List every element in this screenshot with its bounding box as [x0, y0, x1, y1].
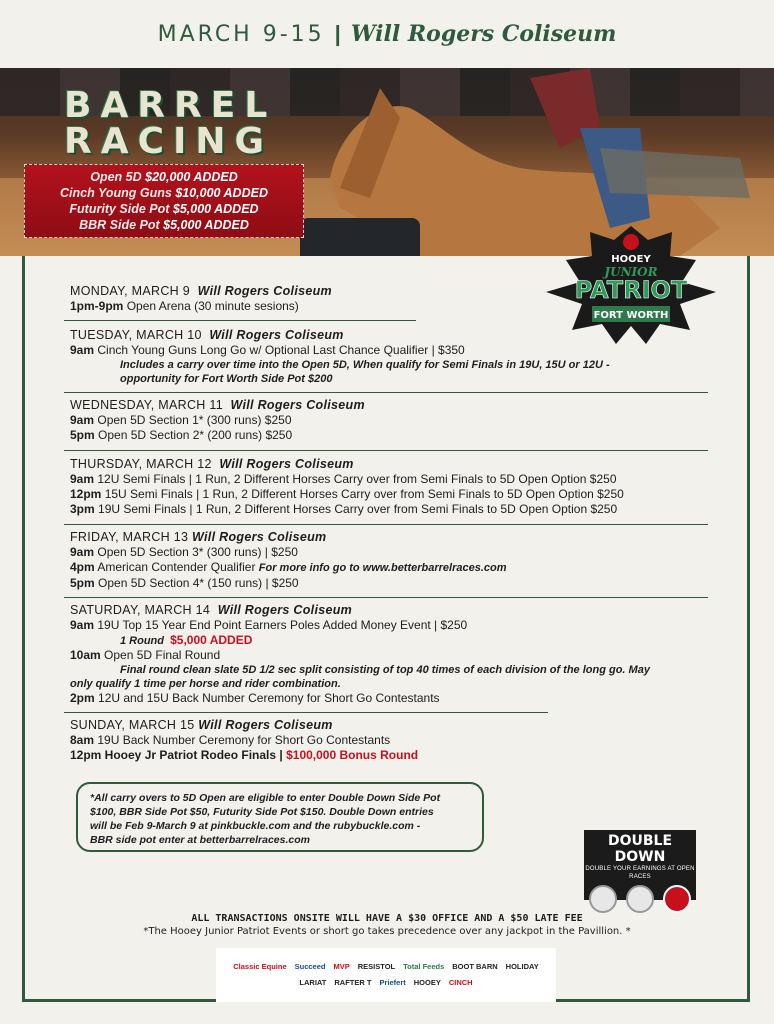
partner-logos — [584, 885, 696, 913]
footnote-line: will be Feb 9-March 9 at pinkbuckle.com and the rubybuckle.com - — [90, 820, 421, 832]
barrel-racing-title — [64, 85, 277, 162]
event-time: 9am — [70, 343, 95, 357]
divider — [64, 524, 708, 525]
sponsor-logo: HOOEY — [413, 978, 441, 987]
carry-over-footnote — [76, 782, 484, 852]
logo-line-3: FORT WORTH — [593, 310, 669, 321]
day-label: TUESDAY, MARCH 10 — [70, 328, 202, 342]
schedule-event — [70, 648, 650, 663]
sponsor-logo: LARIAT — [299, 978, 327, 987]
barrel — [300, 218, 420, 256]
day-venue: Will Rogers Coliseum — [209, 328, 344, 342]
event-dates: MARCH 9-15 — [157, 21, 325, 47]
transaction-fee-line: ALL TRANSACTIONS ONSITE WILL HAVE A $30 OFFICE AND A $50 LATE FEE — [191, 913, 583, 924]
footnote-line: *All carry overs to 5D Open are eligible to enter Double Down Side Pot — [90, 792, 441, 804]
day-heading — [70, 603, 650, 618]
day-thursday — [70, 457, 624, 517]
day-heading — [70, 284, 332, 299]
double-down-title: DOUBLE DOWN — [607, 833, 673, 865]
prize-row — [31, 201, 297, 217]
footnote-line: BBR side pot enter at betterbarrelraces.com — [90, 834, 310, 846]
event-text: 19U Top 15 Year End Point Earners Poles Added Money Event | $250 — [97, 618, 468, 632]
schedule-event — [70, 560, 507, 576]
divider — [64, 597, 708, 598]
prize-amount: $5,000 ADDED — [163, 218, 249, 232]
day-venue: Will Rogers Coliseum — [198, 718, 333, 732]
sponsor-logo: RAFTER T — [334, 978, 372, 987]
title-line-2: RACING — [64, 121, 274, 162]
event-text: Open 5D Section 1* (300 runs) $250 — [97, 413, 292, 427]
day-sunday — [70, 718, 418, 763]
title-line-1: BARREL — [64, 85, 277, 126]
sponsor-logo: MVP — [333, 962, 350, 971]
event-time: 9am — [70, 545, 95, 559]
bonus-round-highlight: $100,000 Bonus Round — [286, 748, 419, 762]
schedule-event — [70, 413, 365, 428]
event-time: 10am — [70, 648, 101, 662]
day-heading — [70, 457, 624, 472]
schedule-event — [70, 545, 507, 560]
event-text: 15U Semi Finals | 1 Run, 2 Different Horses Carry over from Semi Finals to 5D Open Option $250 — [104, 487, 624, 501]
event-note — [70, 633, 650, 648]
event-time: 4pm — [70, 560, 95, 574]
prize-row — [31, 217, 297, 233]
double-down-subtitle: DOUBLE YOUR EARNINGS AT OPEN RACES — [585, 866, 695, 880]
day-label: SUNDAY, MARCH 15 — [70, 718, 195, 732]
header-bar — [0, 0, 774, 68]
event-text: Open 5D Final Round — [104, 648, 221, 662]
hooey-junior-patriot-logo — [546, 226, 716, 344]
event-text: Cinch Young Guns Long Go w/ Optional Last Chance Qualifier | $350 — [97, 343, 465, 357]
logo-brand: HOOEY — [611, 254, 651, 265]
sponsor-logo: Priefert — [379, 978, 406, 987]
sponsor-strip — [216, 948, 556, 1002]
schedule-event — [70, 299, 332, 314]
divider — [64, 712, 548, 713]
day-label: SATURDAY, MARCH 14 — [70, 603, 211, 617]
event-time: 3pm — [70, 502, 95, 516]
day-label: MONDAY, MARCH 9 — [70, 284, 191, 298]
divider — [64, 392, 708, 393]
prize-label: Open 5D — [90, 170, 142, 184]
schedule-event — [70, 618, 650, 633]
day-heading — [70, 398, 365, 413]
event-text: American Contender Qualifier — [97, 560, 256, 574]
event-time: 9am — [70, 472, 95, 486]
prize-row — [31, 169, 297, 185]
sponsor-logo: BOOT BARN — [452, 962, 498, 971]
day-label: THURSDAY, MARCH 12 — [70, 457, 212, 471]
day-venue: Will Rogers Coliseum — [192, 530, 327, 544]
event-text: 19U Back Number Ceremony for Short Go Contestants — [97, 733, 391, 747]
event-sub-label: 1 Round — [120, 635, 164, 647]
prize-label: BBR Side Pot — [79, 218, 160, 232]
event-text: 12U and 15U Back Number Ceremony for Short Go Contestants — [98, 691, 440, 705]
event-text: Open 5D Section 3* (300 runs) | $250 — [97, 545, 298, 559]
prize-box — [24, 164, 304, 238]
sponsor-logo: CINCH — [448, 978, 473, 987]
double-down-badge — [584, 830, 696, 900]
schedule-event — [70, 472, 624, 487]
event-text: Open 5D Section 4* (150 runs) | $250 — [98, 576, 299, 590]
day-monday — [70, 284, 332, 314]
event-text: 12pm Hooey Jr Patriot Rodeo Finals | — [70, 748, 283, 762]
footnote-line: $100, BBR Side Pot $50, Futurity Side Pot $150. Double Down entries — [90, 806, 434, 818]
day-heading — [70, 718, 418, 733]
day-label: WEDNESDAY, MARCH 11 — [70, 398, 223, 412]
event-text: 12U Semi Finals | 1 Run, 2 Different Horses Carry over from Semi Finals to 5D Open Option $250 — [97, 472, 617, 486]
young-guns-logo — [663, 885, 691, 913]
schedule-event — [70, 733, 418, 748]
day-heading — [70, 328, 610, 343]
event-note: Includes a carry over time into the Open 5D, When qualify for Semi Finals in 19U, 15U or 12U - — [120, 359, 610, 371]
day-friday — [70, 530, 507, 591]
day-heading — [70, 530, 507, 545]
schedule-event — [70, 343, 610, 358]
prize-amount: $5,000 ADDED — [172, 202, 259, 216]
event-note: Final round clean slate 5D 1/2 sec split consisting of top 40 times of each division of the long go. May — [120, 664, 650, 676]
schedule-event — [70, 748, 418, 763]
event-time: 9am — [70, 618, 95, 632]
event-time: 5pm — [70, 576, 95, 590]
day-tuesday — [70, 328, 610, 386]
header-separator: | — [334, 21, 341, 46]
event-time: 2pm — [70, 691, 95, 705]
transaction-notice — [0, 912, 774, 938]
event-text: 19U Semi Finals | 1 Run, 2 Different Horses Carry over from Semi Finals to 5D Open Option $250 — [98, 502, 618, 516]
day-venue: Will Rogers Coliseum — [197, 284, 332, 298]
added-money-highlight: $5,000 ADDED — [170, 633, 253, 647]
event-time: 1pm-9pm — [70, 299, 124, 313]
event-text: Open 5D Section 2* (200 runs) $250 — [98, 428, 293, 442]
day-venue: Will Rogers Coliseum — [217, 603, 353, 617]
sponsor-logo: RESISTOL — [357, 962, 396, 971]
sponsor-logo: HOLIDAY — [505, 962, 539, 971]
prize-label: Futurity Side Pot — [69, 202, 170, 216]
event-text: Open Arena (30 minute sesions) — [126, 299, 299, 313]
event-time: 9am — [70, 413, 95, 427]
day-venue: Will Rogers Coliseum — [219, 457, 354, 471]
schedule-event — [70, 428, 365, 443]
event-note: opportunity for Fort Worth Side Pot $200 — [120, 373, 333, 385]
prize-row — [31, 185, 297, 201]
event-time: 5pm — [70, 428, 95, 442]
divider — [64, 450, 708, 451]
pink-buckle-logo — [589, 885, 617, 913]
prize-label: Cinch Young Guns — [60, 186, 172, 200]
day-wednesday — [70, 398, 365, 443]
logo-line-2: PATRIOT — [574, 276, 688, 304]
schedule-event — [70, 502, 624, 517]
divider — [64, 320, 416, 321]
sponsor-logo: Succeed — [294, 962, 326, 971]
event-note: only qualify 1 time per horse and rider combination. — [70, 678, 341, 690]
schedule-event — [70, 691, 650, 706]
event-venue: Will Rogers Coliseum — [350, 21, 617, 47]
event-extra-info: For more info go to www.betterbarrelraces.com — [258, 562, 507, 574]
event-time: 12pm — [70, 487, 102, 501]
schedule-event — [70, 487, 624, 502]
day-label: FRIDAY, MARCH 13 — [70, 530, 189, 544]
schedule-event — [70, 576, 507, 591]
prize-amount: $10,000 ADDED — [175, 186, 268, 200]
prize-amount: $20,000 ADDED — [145, 170, 238, 184]
saddle-pad — [600, 148, 750, 198]
ruby-buckle-logo — [626, 885, 654, 913]
day-venue: Will Rogers Coliseum — [230, 398, 365, 412]
logo-line-1: JUNIOR — [604, 265, 658, 279]
event-time: 8am — [70, 733, 95, 747]
logo-badge — [623, 234, 639, 250]
day-saturday — [70, 603, 650, 706]
sponsor-logo: Classic Equine — [233, 962, 287, 971]
sponsor-logo: Total Feeds — [403, 962, 445, 971]
precedence-line: *The Hooey Junior Patriot Events or short go takes precedence over any jackpot in the Pavillion. * — [143, 926, 631, 937]
